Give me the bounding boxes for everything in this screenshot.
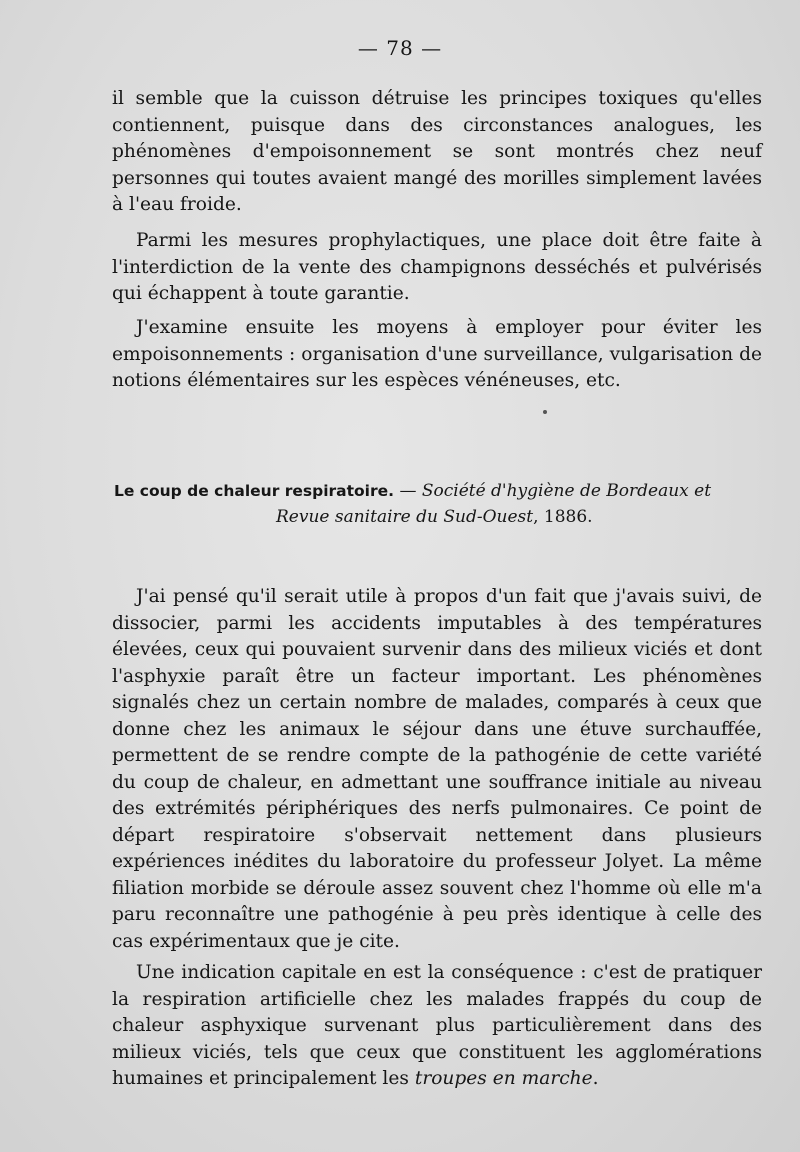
source-line-1: Société d'hygiène de Bordeaux et <box>421 481 712 501</box>
paragraph-text: il semble que la cuisson détruise les principes toxiques qu'elles contiennent, puisque dans des circonstances analogues, les phénomènes d'empoisonnement se sont montrés chez neuf personnes qui toutes avaient mangé des morilles simplement lavées à l'eau froide. <box>112 88 762 215</box>
section-title: Le coup de chaleur respiratoire. <box>114 482 395 500</box>
paragraph-prophylaxis <box>112 228 762 308</box>
paragraph-heatstroke-observations <box>112 584 762 955</box>
divider-dot <box>543 410 547 414</box>
paragraph-text: J'ai pensé qu'il serait utile à propos d'un fait que j'avais suivi, de dissocier, parmi les accidents imputables à des températures élevées, ceux qui pouvaient survenir dans des milieux viciés et dont l'asphyxie paraît être un facteur important. Les phénomènes signalés chez un certain nombre de malades, comparés à ceux que donne chez les animaux le séjour dans une étuve surchauffée, permettent de se rendre compte de la pathogénie de cette variété du coup de chaleur, en admettant une souffrance initiale au niveau des extrémités périphériques des nerfs pulmonaires. Ce point de départ respiratoire s'observait nettement dans plusieurs expériences inédites du laboratoire du professeur Jolyet. La même filiation morbide se déroule assez souvent chez l'homme où elle m'a paru reconnaître une pathogénie à peu près identique à celle des cas expérimentaux que je cite. <box>112 586 762 952</box>
page-number: — 78 — <box>357 36 443 60</box>
paragraph-end: . <box>592 1068 599 1089</box>
paragraph-text: J'examine ensuite les moyens à employer pour éviter les empoisonnements : organisation d'une surveillance, vulgarisation de notions élémentaires sur les espèces vénéneuses, etc. <box>112 317 762 391</box>
source-line-2: Revue sanitaire du Sud-Ouest <box>276 507 534 527</box>
source-line-2-wrapper <box>114 504 764 530</box>
paragraph-text <box>112 960 762 1093</box>
paragraph-emphasis: troupes en marche <box>414 1068 593 1089</box>
section-heading <box>114 478 764 530</box>
source-year: , 1886. <box>533 507 593 527</box>
heading-dash: — <box>394 481 422 501</box>
paragraph-prevention-means <box>112 315 762 395</box>
paragraph-main-text: Une indication capitale en est la conséquence : c'est de pratiquer la respiration artificielle chez les malades frappés du coup de chaleur asphyxique survenant plus particulièrement dans des milieux viciés, tels que ceux que constituent les agglomérations humaines et principalement les <box>112 962 762 1089</box>
paragraph-text: Parmi les mesures prophylactiques, une place doit être faite à l'interdiction de la vente des champignons desséchés et pulvérisés qui échappent à toute garantie. <box>112 230 762 304</box>
paragraph-artificial-respiration <box>112 960 762 1093</box>
paragraph-continuation <box>112 86 762 219</box>
